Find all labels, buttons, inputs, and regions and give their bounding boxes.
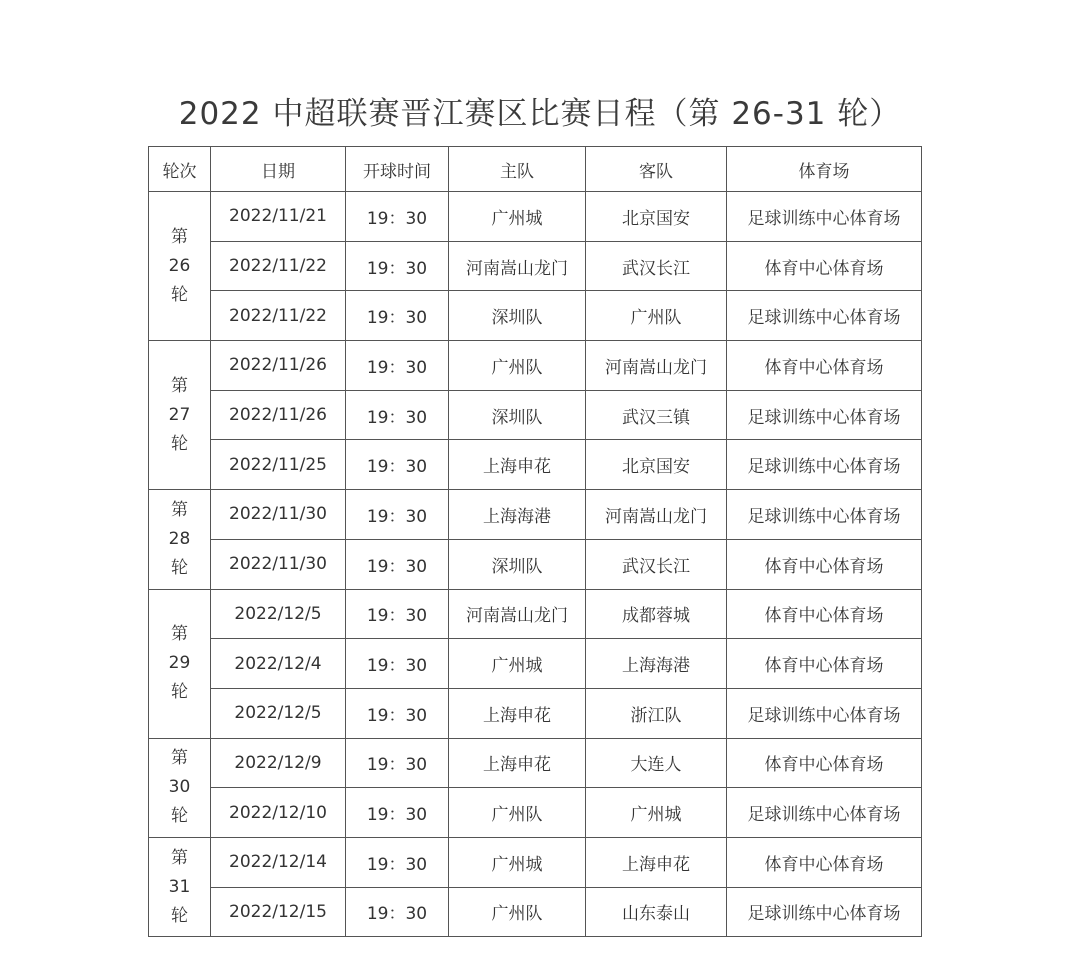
header-home: 主队	[449, 147, 586, 192]
venue-cell: 体育中心体育场	[727, 589, 922, 639]
page-title: 2022 中超联赛晋江赛区比赛日程（第 26-31 轮）	[178, 96, 902, 132]
time-cell: 19：30	[346, 192, 449, 242]
table-row	[149, 837, 922, 887]
date-cell: 2022/11/22	[211, 291, 346, 341]
home-cell: 广州城	[449, 837, 586, 887]
venue-cell: 足球训练中心体育场	[727, 440, 922, 490]
home-cell: 深圳队	[449, 390, 586, 440]
away-cell: 广州队	[586, 291, 727, 341]
away-cell: 河南嵩山龙门	[586, 490, 727, 540]
round-cell	[149, 738, 211, 837]
date-cell: 2022/12/9	[211, 738, 346, 788]
round-prefix: 第	[171, 748, 188, 769]
date-cell: 2022/11/26	[211, 341, 346, 391]
venue-cell: 足球训练中心体育场	[727, 291, 922, 341]
home-cell: 河南嵩山龙门	[449, 589, 586, 639]
schedule-table	[148, 146, 922, 937]
home-cell: 上海申花	[449, 738, 586, 788]
home-cell: 广州队	[449, 788, 586, 838]
header-venue: 体育场	[727, 147, 922, 192]
venue-cell: 体育中心体育场	[727, 539, 922, 589]
date-cell: 2022/12/4	[211, 639, 346, 689]
venue-cell: 体育中心体育场	[727, 639, 922, 689]
time-cell: 19：30	[346, 738, 449, 788]
venue-cell: 足球训练中心体育场	[727, 688, 922, 738]
home-cell: 深圳队	[449, 539, 586, 589]
round-cell	[149, 490, 211, 589]
table-row	[149, 341, 922, 391]
date-cell: 2022/12/5	[211, 688, 346, 738]
round-suffix: 轮	[171, 806, 188, 827]
venue-cell: 足球训练中心体育场	[727, 490, 922, 540]
time-cell: 19：30	[346, 539, 449, 589]
header-date: 日期	[211, 147, 346, 192]
date-cell: 2022/11/22	[211, 241, 346, 291]
table-row	[149, 390, 922, 440]
away-cell: 上海海港	[586, 639, 727, 689]
table-row	[149, 539, 922, 589]
time-cell: 19：30	[346, 688, 449, 738]
venue-cell: 足球训练中心体育场	[727, 887, 922, 937]
away-cell: 上海申花	[586, 837, 727, 887]
venue-cell: 体育中心体育场	[727, 241, 922, 291]
away-cell: 山东泰山	[586, 887, 727, 937]
away-cell: 北京国安	[586, 192, 727, 242]
round-prefix: 第	[171, 499, 188, 520]
venue-cell: 体育中心体育场	[727, 837, 922, 887]
table-row	[149, 589, 922, 639]
away-cell: 浙江队	[586, 688, 727, 738]
round-suffix: 轮	[171, 284, 188, 305]
venue-cell: 体育中心体育场	[727, 738, 922, 788]
header-kickoff: 开球时间	[346, 147, 449, 192]
home-cell: 广州队	[449, 887, 586, 937]
round-number: 27	[168, 404, 191, 425]
time-cell: 19：30	[346, 390, 449, 440]
round-prefix: 第	[171, 624, 188, 645]
date-cell: 2022/12/5	[211, 589, 346, 639]
date-cell: 2022/11/21	[211, 192, 346, 242]
away-cell: 武汉长江	[586, 539, 727, 589]
home-cell: 广州队	[449, 341, 586, 391]
away-cell: 广州城	[586, 788, 727, 838]
away-cell: 大连人	[586, 738, 727, 788]
venue-cell: 足球训练中心体育场	[727, 788, 922, 838]
table-row	[149, 241, 922, 291]
away-cell: 武汉三镇	[586, 390, 727, 440]
home-cell: 广州城	[449, 192, 586, 242]
home-cell: 上海海港	[449, 490, 586, 540]
round-cell	[149, 341, 211, 490]
date-cell: 2022/12/15	[211, 887, 346, 937]
away-cell: 河南嵩山龙门	[586, 341, 727, 391]
round-cell	[149, 192, 211, 341]
home-cell: 上海申花	[449, 688, 586, 738]
table-row	[149, 788, 922, 838]
round-suffix: 轮	[171, 557, 188, 578]
header-away: 客队	[586, 147, 727, 192]
round-number: 28	[168, 528, 191, 549]
table-row	[149, 291, 922, 341]
table-row	[149, 887, 922, 937]
date-cell: 2022/11/30	[211, 539, 346, 589]
date-cell: 2022/11/25	[211, 440, 346, 490]
round-prefix: 第	[171, 847, 188, 868]
date-cell: 2022/12/14	[211, 837, 346, 887]
home-cell: 深圳队	[449, 291, 586, 341]
venue-cell: 足球训练中心体育场	[727, 192, 922, 242]
round-cell	[149, 589, 211, 738]
time-cell: 19：30	[346, 341, 449, 391]
away-cell: 武汉长江	[586, 241, 727, 291]
time-cell: 19：30	[346, 291, 449, 341]
time-cell: 19：30	[346, 639, 449, 689]
time-cell: 19：30	[346, 887, 449, 937]
away-cell: 成都蓉城	[586, 589, 727, 639]
header-row	[149, 147, 922, 192]
time-cell: 19：30	[346, 440, 449, 490]
venue-cell: 足球训练中心体育场	[727, 390, 922, 440]
round-number: 26	[168, 255, 191, 276]
round-number: 29	[168, 653, 191, 674]
time-cell: 19：30	[346, 241, 449, 291]
round-cell	[149, 837, 211, 936]
round-suffix: 轮	[171, 905, 188, 926]
date-cell: 2022/11/26	[211, 390, 346, 440]
round-suffix: 轮	[171, 682, 188, 703]
home-cell: 广州城	[449, 639, 586, 689]
time-cell: 19：30	[346, 490, 449, 540]
table-row	[149, 688, 922, 738]
table-row	[149, 738, 922, 788]
date-cell: 2022/12/10	[211, 788, 346, 838]
time-cell: 19：30	[346, 788, 449, 838]
time-cell: 19：30	[346, 837, 449, 887]
header-round: 轮次	[149, 147, 211, 192]
table-row	[149, 440, 922, 490]
table-row	[149, 192, 922, 242]
round-number: 31	[168, 876, 191, 897]
round-number: 30	[168, 777, 191, 798]
table-row	[149, 639, 922, 689]
away-cell: 北京国安	[586, 440, 727, 490]
home-cell: 河南嵩山龙门	[449, 241, 586, 291]
round-prefix: 第	[171, 226, 188, 247]
venue-cell: 体育中心体育场	[727, 341, 922, 391]
round-prefix: 第	[171, 375, 188, 396]
round-suffix: 轮	[171, 433, 188, 454]
time-cell: 19：30	[346, 589, 449, 639]
date-cell: 2022/11/30	[211, 490, 346, 540]
table-row	[149, 490, 922, 540]
home-cell: 上海申花	[449, 440, 586, 490]
